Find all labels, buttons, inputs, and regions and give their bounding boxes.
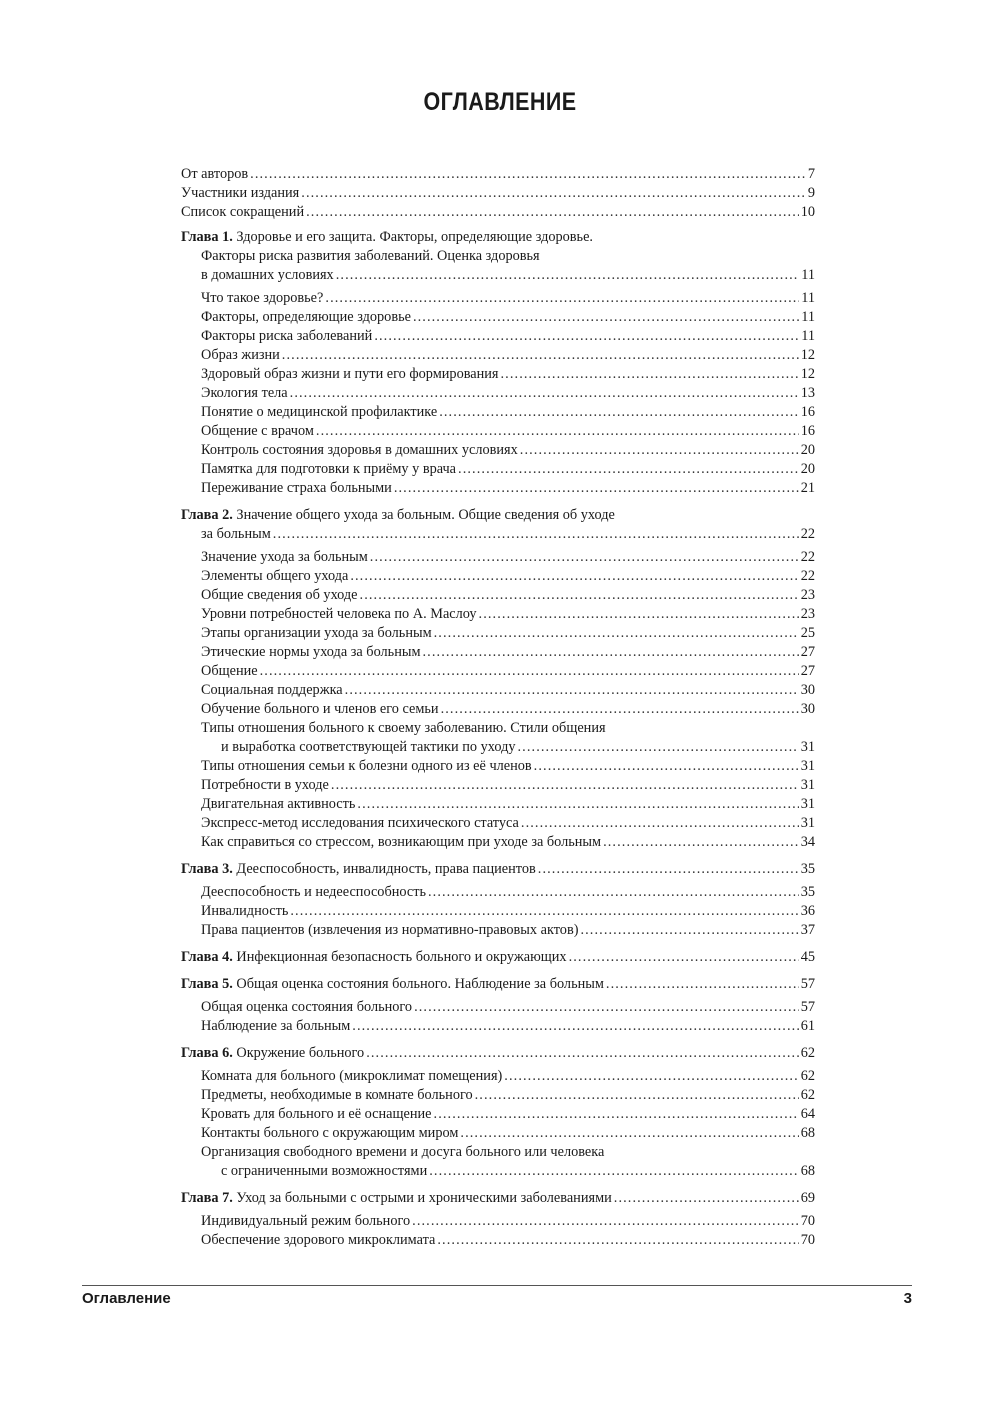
chapter-heading[interactable] [181, 525, 815, 544]
toc-entry-title: Общие сведения об уходе [201, 587, 358, 603]
toc-entry-text [201, 624, 432, 643]
dot-leader [434, 624, 799, 643]
toc-entry-text [201, 384, 288, 403]
toc-entry-text [201, 308, 411, 327]
toc-section-entry[interactable] [181, 365, 815, 384]
toc-section-entry[interactable] [181, 662, 815, 681]
toc-entry-text [201, 567, 348, 586]
toc-entry-title: Обучение больного и членов его семьи [201, 701, 439, 717]
toc-page-number: 34 [800, 834, 815, 850]
toc-page-number: 11 [801, 267, 815, 283]
toc-page-number: 23 [800, 606, 815, 622]
dot-leader [290, 902, 798, 921]
toc-page-number: 13 [800, 385, 815, 401]
dot-leader [374, 327, 799, 346]
toc-entry-text [201, 605, 477, 624]
section-list [181, 883, 815, 940]
toc-entry-text [201, 795, 355, 814]
toc-entry-title: и выработка соответствующей тактики по уходу [221, 739, 516, 755]
dot-leader [460, 1124, 798, 1143]
toc-entry-text [201, 479, 392, 498]
chapter-heading[interactable] [181, 948, 815, 967]
toc-page-number: 7 [807, 166, 815, 182]
chapter-heading-line [181, 506, 815, 525]
dot-leader [273, 525, 799, 544]
toc-section-entry[interactable] [181, 776, 815, 795]
running-footer-title: Оглавление [82, 1290, 171, 1307]
chapter-heading[interactable] [181, 1189, 815, 1208]
toc-section-entry[interactable] [181, 1086, 815, 1105]
toc-section-entry[interactable] [181, 289, 815, 308]
toc-entry-text [181, 203, 304, 222]
toc-section-entry[interactable] [181, 422, 815, 441]
toc-entry[interactable] [181, 165, 815, 184]
chapter-2-block [181, 506, 815, 852]
section-list [181, 1067, 815, 1181]
dot-leader [331, 776, 799, 795]
toc-page-number: 10 [800, 204, 815, 220]
toc-section-entry[interactable] [181, 833, 815, 852]
dot-leader [606, 975, 799, 994]
toc-section-entry[interactable] [181, 1212, 815, 1231]
toc-entry-title: Дееспособность, инвалидность, права пациентов [236, 861, 536, 877]
section-list [181, 548, 815, 852]
chapter-heading[interactable] [181, 266, 815, 285]
toc-entry-text [201, 902, 288, 921]
toc-entry-title: Что такое здоровье? [201, 290, 324, 306]
toc-entry-title: Общение [201, 663, 258, 679]
dot-leader [423, 643, 799, 662]
chapter-heading-line [181, 228, 815, 247]
chapter-label: Глава 2. [181, 507, 233, 523]
toc-section-entry[interactable] [181, 1231, 815, 1250]
toc-entry-title: Общая оценка состояния больного [201, 999, 413, 1015]
toc-page-number: 57 [800, 976, 815, 992]
toc-section-entry[interactable] [181, 460, 815, 479]
toc-entry-title: Организация свободного времени и досуга больного или человека [201, 1144, 605, 1160]
toc-page-number: 11 [801, 309, 815, 325]
toc-section-line [181, 1143, 815, 1162]
toc-page-number: 31 [800, 815, 815, 831]
toc-entry-title: Этические нормы ухода за больным [201, 644, 421, 660]
toc-entry-title: Обеспечение здорового микроклимата [201, 1232, 436, 1248]
toc-entry-text [201, 833, 601, 852]
toc-entry-title: Наблюдение за больным [201, 1018, 351, 1034]
toc-page-number: 23 [800, 587, 815, 603]
chapter-label: Глава 4. [181, 949, 233, 965]
toc-entry-title: Типы отношения семьи к болезни одного из её членов [201, 758, 532, 774]
toc-entry-title: в домашних условиях [201, 267, 334, 283]
toc-page-number: 25 [800, 625, 815, 641]
dot-leader [441, 700, 799, 719]
toc-section-entry[interactable] [181, 548, 815, 567]
toc-section-entry[interactable] [181, 586, 815, 605]
toc-entry-title: с ограниченными возможностями [221, 1163, 428, 1179]
toc-entry-title: Двигательная активность [201, 796, 356, 812]
dot-leader [521, 814, 799, 833]
dot-leader [569, 948, 799, 967]
toc-entry-title: Понятие о медицинской профилактике [201, 404, 438, 420]
toc-entry-text [201, 776, 329, 795]
dot-leader [306, 203, 799, 222]
dot-leader [357, 795, 798, 814]
toc-entry-title: Как справиться со стрессом, возникающим при уходе за больным [201, 834, 602, 850]
toc-entry-title: Права пациентов (извлечения из нормативно-правовых актов) [201, 922, 579, 938]
dot-leader [301, 184, 806, 203]
toc-entry-title: Социальная поддержка [201, 682, 343, 698]
toc-entry-title: Общая оценка состояния больного. Наблюдение за больным [236, 976, 604, 992]
dot-leader [534, 757, 799, 776]
toc-section-entry[interactable] [181, 757, 815, 776]
table-of-contents [181, 165, 815, 1258]
toc-page-number: 68 [800, 1125, 815, 1141]
dot-leader [250, 165, 806, 184]
dot-leader [412, 1212, 799, 1231]
toc-section-entry[interactable] [181, 998, 815, 1017]
toc-entry-title: Типы отношения больного к своему заболеванию. Стили общения [201, 720, 606, 736]
dot-leader [518, 738, 799, 757]
toc-page-number: 35 [800, 884, 815, 900]
dot-leader [350, 567, 798, 586]
toc-page-number: 70 [800, 1213, 815, 1229]
toc-entry-text [201, 422, 314, 441]
toc-section-entry[interactable] [181, 643, 815, 662]
toc-entry-title: Элементы общего ухода [201, 568, 349, 584]
toc-section-entry[interactable] [181, 814, 815, 833]
toc-entry-text [201, 643, 421, 662]
dot-leader [437, 1231, 798, 1250]
chapter-label: Глава 3. [181, 861, 233, 877]
toc-section-entry[interactable] [181, 1067, 815, 1086]
toc-entry-title: Окружение больного [236, 1045, 365, 1061]
toc-section-entry[interactable] [181, 624, 815, 643]
toc-entry-title: Здоровье и его защита. Факторы, определяющие здоровье. [236, 229, 593, 245]
page-title: ОГЛАВЛЕНИЕ [423, 88, 577, 116]
toc-entry-text [201, 266, 334, 285]
chapter-label: Глава 6. [181, 1045, 233, 1061]
toc-page-number: 31 [800, 777, 815, 793]
toc-entry-text [201, 1212, 410, 1231]
toc-entry-text [201, 525, 271, 544]
toc-entry-text [201, 460, 456, 479]
chapter-5-block [181, 975, 815, 1036]
toc-page-number: 31 [800, 739, 815, 755]
dot-leader [520, 441, 799, 460]
toc-page-number: 21 [800, 480, 815, 496]
dot-leader [414, 998, 799, 1017]
toc-page-number: 9 [807, 185, 815, 201]
chapter-label: Глава 7. [181, 1190, 233, 1206]
toc-entry-text [201, 1105, 432, 1124]
dot-leader [428, 883, 799, 902]
dot-leader [580, 921, 798, 940]
toc-section-entry[interactable] [181, 327, 815, 346]
chapter-4-block [181, 948, 815, 967]
toc-entry-title: за больным [201, 526, 271, 542]
dot-leader [603, 833, 799, 852]
toc-page-number: 62 [800, 1068, 815, 1084]
toc-entry-text [201, 365, 499, 384]
toc-page-number: 27 [800, 644, 815, 660]
toc-entry-text [181, 1044, 364, 1063]
toc-page-number: 69 [800, 1190, 815, 1206]
toc-entry-text [201, 346, 280, 365]
section-list [181, 998, 815, 1036]
dot-leader [352, 1017, 798, 1036]
toc-page-number: 31 [800, 758, 815, 774]
toc-page-number: 61 [800, 1018, 815, 1034]
toc-section-entry[interactable] [181, 384, 815, 403]
toc-entry-text [201, 1086, 473, 1105]
toc-page-number: 64 [800, 1106, 815, 1122]
toc-entry-title: Факторы риска заболеваний [201, 328, 373, 344]
toc-entry[interactable] [181, 203, 815, 222]
toc-entry-text [221, 1162, 427, 1181]
toc-entry-text [181, 948, 567, 967]
toc-entry-text [181, 860, 536, 879]
page-number: 3 [903, 1290, 912, 1307]
dot-leader [260, 662, 799, 681]
toc-page-number: 30 [800, 682, 815, 698]
toc-entry-text [201, 289, 323, 308]
toc-entry-text [201, 700, 439, 719]
toc-section-entry[interactable] [181, 1162, 815, 1181]
toc-entry-title: Участники издания [181, 185, 300, 201]
chapter-label: Глава 5. [181, 976, 233, 992]
toc-section-entry[interactable] [181, 308, 815, 327]
dot-leader [504, 1067, 798, 1086]
dot-leader [360, 586, 799, 605]
front-matter-list [181, 165, 815, 222]
toc-section-entry[interactable] [181, 346, 815, 365]
toc-entry-text [201, 662, 258, 681]
dot-leader [282, 346, 799, 365]
toc-entry-title: Уход за больными с острыми и хроническими заболеваниями [236, 1190, 612, 1206]
toc-entry-text [201, 327, 372, 346]
dot-leader [413, 308, 799, 327]
toc-entry-title: От авторов [181, 166, 249, 182]
toc-section-entry[interactable] [181, 1124, 815, 1143]
toc-page-number: 30 [800, 701, 815, 717]
toc-section-entry[interactable] [181, 795, 815, 814]
dot-leader [479, 605, 799, 624]
toc-entry-title: Инфекционная безопасность больного и окружающих [236, 949, 567, 965]
dot-leader [316, 422, 799, 441]
toc-section-entry[interactable] [181, 567, 815, 586]
toc-section-entry[interactable] [181, 921, 815, 940]
toc-page-number: 45 [800, 949, 815, 965]
dot-leader [439, 403, 799, 422]
dot-leader [370, 548, 799, 567]
chapter-6-block [181, 1044, 815, 1181]
toc-entry-title: Общение с врачом [201, 423, 314, 439]
section-list [181, 1212, 815, 1250]
toc-entry-text [181, 184, 299, 203]
toc-entry-text [201, 757, 532, 776]
toc-entry-title: Контроль состояния здоровья в домашних условиях [201, 442, 518, 458]
toc-entry-title: Дееспособность и недееспособность [201, 884, 426, 900]
dot-leader [434, 1105, 799, 1124]
dot-leader [501, 365, 799, 384]
dot-leader [325, 289, 799, 308]
toc-entry-title: Инвалидность [201, 903, 289, 919]
section-list [181, 289, 815, 498]
toc-entry-text [201, 586, 358, 605]
toc-entry-title: Список сокращений [181, 204, 305, 220]
chapter-1-block [181, 228, 815, 498]
toc-entry-title: Факторы, определяющие здоровье [201, 309, 411, 325]
chapter-label: Глава 1. [181, 229, 233, 245]
toc-entry-text [201, 441, 518, 460]
toc-page-number: 22 [800, 526, 815, 542]
dot-leader [290, 384, 799, 403]
toc-entry-text [201, 548, 368, 567]
toc-entry-title: Потребности в уходе [201, 777, 329, 793]
toc-section-entry[interactable] [181, 738, 815, 757]
toc-page-number: 16 [800, 423, 815, 439]
dot-leader [336, 266, 800, 285]
toc-entry-title: Переживание страха больными [201, 480, 392, 496]
toc-section-line [181, 719, 815, 738]
toc-page-number: 20 [800, 442, 815, 458]
toc-entry-text [201, 1017, 350, 1036]
toc-page-number: 16 [800, 404, 815, 420]
toc-entry-title: Памятка для подготовки к приёму у врача [201, 461, 457, 477]
toc-entry-title: Образ жизни [201, 347, 280, 363]
toc-section-entry[interactable] [181, 700, 815, 719]
toc-section-entry[interactable] [181, 403, 815, 422]
toc-page-number: 35 [800, 861, 815, 877]
toc-entry-title: Экспресс-метод исследования психического статуса [201, 815, 519, 831]
toc-section-entry[interactable] [181, 883, 815, 902]
dot-leader [394, 479, 799, 498]
chapter-3-block [181, 860, 815, 940]
toc-entry-text [201, 1231, 435, 1250]
toc-page-number: 36 [800, 903, 815, 919]
toc-page-number: 37 [800, 922, 815, 938]
toc-entry-text [181, 975, 604, 994]
toc-page-number: 20 [800, 461, 815, 477]
dot-leader [614, 1189, 799, 1208]
toc-page-number: 22 [800, 549, 815, 565]
toc-page-number: 12 [800, 366, 815, 382]
toc-page-number: 70 [800, 1232, 815, 1248]
toc-page-number: 57 [800, 999, 815, 1015]
toc-section-entry[interactable] [181, 681, 815, 700]
toc-section-entry[interactable] [181, 1017, 815, 1036]
toc-section-entry[interactable] [181, 605, 815, 624]
dot-leader [475, 1086, 799, 1105]
toc-entry-text [201, 681, 343, 700]
toc-page-number: 31 [800, 796, 815, 812]
toc-entry-text [201, 814, 519, 833]
chapter-heading[interactable] [181, 975, 815, 994]
toc-section-entry[interactable] [181, 479, 815, 498]
chapter-heading[interactable] [181, 1044, 815, 1063]
toc-entry-title: Контакты больного с окружающим миром [201, 1125, 459, 1141]
toc-entry-title: Значение ухода за больным [201, 549, 368, 565]
toc-entry-title: Значение общего ухода за больным. Общие сведения об уходе [236, 507, 615, 523]
toc-entry-text [201, 921, 578, 940]
toc-entry-title: Факторы риска развития заболеваний. Оценка здоровья [201, 248, 540, 264]
toc-entry-title: Предметы, необходимые в комнате больного [201, 1087, 473, 1103]
toc-section-entry[interactable] [181, 902, 815, 921]
chapter-heading-line [181, 247, 815, 266]
toc-page-number: 27 [800, 663, 815, 679]
dot-leader [429, 1162, 798, 1181]
toc-section-entry[interactable] [181, 1105, 815, 1124]
toc-page-number: 62 [800, 1045, 815, 1061]
toc-page-number: 68 [800, 1163, 815, 1179]
toc-entry-text [181, 1189, 612, 1208]
toc-entry-title: Экология тела [201, 385, 288, 401]
toc-entry[interactable] [181, 184, 815, 203]
chapter-heading[interactable] [181, 860, 815, 879]
dot-leader [366, 1044, 799, 1063]
toc-entry-text [181, 165, 248, 184]
toc-page-number: 11 [801, 328, 815, 344]
toc-entry-title: Уровни потребностей человека по А. Маслоу [201, 606, 477, 622]
toc-entry-text [201, 1124, 458, 1143]
toc-entry-text [201, 883, 426, 902]
dot-leader [458, 460, 799, 479]
toc-entry-text [201, 998, 412, 1017]
toc-entry-title: Здоровый образ жизни и пути его формирования [201, 366, 499, 382]
toc-entry-text [201, 1067, 502, 1086]
toc-page-number: 12 [800, 347, 815, 363]
toc-entry-text [201, 403, 437, 422]
chapter-7-block [181, 1189, 815, 1250]
dot-leader [538, 860, 799, 879]
toc-entry-text [221, 738, 516, 757]
footer-divider [82, 1285, 912, 1286]
toc-entry-title: Комната для больного (микроклимат помещения) [201, 1068, 503, 1084]
toc-entry-title: Индивидуальный режим больного [201, 1213, 411, 1229]
toc-page-number: 11 [801, 290, 815, 306]
toc-page-number: 22 [800, 568, 815, 584]
toc-entry-title: Этапы организации ухода за больным [201, 625, 432, 641]
toc-entry-title: Кровать для больного и её оснащение [201, 1106, 432, 1122]
toc-section-entry[interactable] [181, 441, 815, 460]
dot-leader [345, 681, 799, 700]
toc-page-number: 62 [800, 1087, 815, 1103]
